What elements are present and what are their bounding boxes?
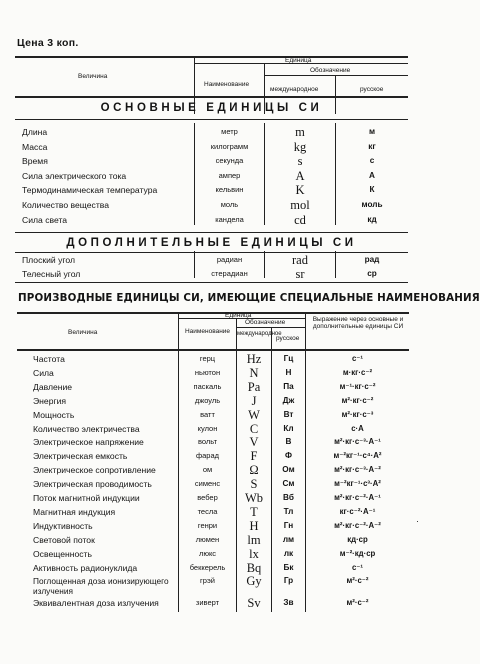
derived-row-ru-symbol: Тл (283, 506, 294, 516)
basic-row-ru-symbol: кд (367, 214, 377, 224)
supp-row-ru-symbol: рад (364, 255, 380, 264)
derived-row-intl-symbol: C (249, 421, 259, 436)
derived-row-expression: м·кг·с⁻² (342, 367, 373, 377)
derived-row-quantity: Электрическое напряжение (33, 437, 144, 448)
supp-row-intl-symbol: rad (292, 253, 308, 267)
derived-row-quantity: Индуктивность (33, 520, 93, 531)
derived-row-intl-symbol: N (249, 365, 259, 380)
basic-row-unit-name: секунда (215, 156, 244, 166)
basic-row-intl-symbol: kg (293, 139, 307, 154)
derived-row-ru-symbol: Зв (283, 598, 294, 608)
basic-row-unit-name: кандела (215, 214, 244, 224)
derived-row-quantity: Электрическая проводимость (33, 479, 152, 490)
derived-row-expression: м²·кг·с⁻²·А⁻² (334, 520, 381, 530)
derived-row-ru-symbol: Вт (283, 409, 294, 419)
derived-row-ru-symbol: Ом (282, 465, 295, 475)
basic-row-unit-name: моль (220, 200, 239, 209)
derived-row-intl-symbol: W (248, 407, 260, 422)
derived-row-intl-symbol: S (250, 477, 258, 492)
derived-row-intl-symbol: Wb (244, 491, 264, 505)
derived-row-expression: м⁻²·кд·ср (339, 548, 376, 558)
derived-row-quantity: Световой поток (33, 534, 95, 545)
column-header-designation-derived: Обозначение (245, 319, 286, 326)
derived-row-unit-name: ньютон (194, 367, 221, 377)
derived-row-unit-name: ватт (200, 409, 215, 419)
supp-row-ru-symbol: ср (367, 268, 377, 278)
column-header-name: Наименование (204, 81, 250, 88)
derived-row-quantity: Давление (33, 381, 73, 392)
derived-row-expression: м⁻²кг⁻¹·с⁴·А² (333, 451, 382, 461)
basic-row-intl-symbol: K (295, 183, 305, 198)
derived-row-unit-name: кулон (197, 423, 218, 433)
column-header-russian: русское (360, 86, 384, 93)
derived-row-expression: кг·с⁻²·А⁻¹ (339, 506, 376, 516)
margin-mark: · (416, 516, 419, 526)
derived-row-unit-name: тесла (197, 506, 218, 516)
basic-row-quantity: Количество вещества (22, 200, 110, 210)
derived-row-expression: м²·кг·с⁻²·А⁻¹ (334, 493, 381, 502)
derived-row-ru-symbol: Па (283, 381, 294, 391)
derived-row-unit-name: генри (197, 520, 218, 530)
column-header-unit: Единица (285, 57, 312, 64)
basic-row-unit-name: кельвин (215, 185, 244, 195)
derived-row-intl-symbol: Bq (246, 560, 262, 575)
supp-row-unit-name: стерадиан (211, 268, 248, 278)
derived-row-unit-name: грэй (200, 576, 215, 586)
derived-row-quantity: Частота (33, 354, 65, 364)
basic-row-quantity: Масса (22, 141, 48, 152)
derived-row-ru-symbol: В (285, 437, 292, 447)
derived-row-unit-name: зиверт (195, 598, 220, 608)
derived-row-intl-symbol: V (249, 435, 259, 450)
derived-row-quantity: Количество электричества (33, 423, 140, 434)
derived-row-ru-symbol: Гц (283, 354, 294, 363)
column-header-russian-derived: русское (276, 335, 300, 342)
basic-row-ru-symbol: кг (368, 141, 376, 151)
basic-row-ru-symbol: моль (361, 200, 383, 209)
derived-row-intl-symbol: Sv (247, 596, 261, 611)
basic-row-quantity: Время (22, 156, 48, 167)
basic-row-ru-symbol: К (369, 185, 375, 195)
derived-row-expression: кд·ср (347, 534, 368, 544)
supp-row-unit-name: радиан (216, 255, 243, 264)
derived-row-expression: м²·кг·с⁻³ (341, 409, 374, 419)
supp-row-quantity: Плоский угол (22, 255, 75, 265)
derived-row-intl-symbol: Hz (246, 352, 262, 366)
derived-row-unit-name: люмен (195, 534, 220, 544)
derived-row-ru-symbol: Ф (285, 451, 292, 461)
column-header-designation: Обозначение (310, 67, 351, 74)
supp-row-quantity: Телесный угол (22, 268, 81, 279)
basic-row-unit-name: метр (221, 127, 238, 136)
derived-row-intl-symbol: H (249, 518, 259, 533)
derived-row-ru-symbol: лк (283, 548, 294, 558)
derived-row-expression: с·А (351, 423, 364, 433)
column-header-expression: Выражение через основные и дополнительные единицы СИ (312, 316, 404, 331)
basic-row-ru-symbol: м (368, 127, 376, 136)
column-header-quantity: Величина (78, 73, 108, 80)
basic-row-intl-symbol: cd (294, 212, 306, 227)
derived-row-intl-symbol: F (250, 449, 258, 464)
derived-row-expression: м²·с⁻² (346, 576, 369, 586)
derived-row-quantity: Мощность (33, 409, 75, 420)
derived-row-unit-name: сименс (194, 479, 221, 489)
basic-row-unit-name: ампер (218, 170, 241, 180)
derived-row-intl-symbol: J (251, 393, 257, 408)
derived-row-unit-name: беккерель (189, 562, 226, 572)
derived-row-intl-symbol: lm (247, 532, 261, 547)
derived-row-quantity: Электрическая емкость (33, 451, 128, 462)
derived-row-intl-symbol: Pa (247, 379, 261, 394)
derived-row-expression: с⁻¹ (351, 354, 364, 363)
column-header-international-derived: международное (237, 331, 282, 337)
derived-row-expression: м²·кг·с⁻³·А⁻¹ (334, 437, 381, 447)
derived-row-quantity: Освещенность (33, 548, 92, 559)
derived-row-ru-symbol: лм (282, 534, 295, 544)
column-header-quantity-derived: Величина (68, 329, 98, 336)
derived-row-quantity: Энергия (33, 395, 67, 406)
basic-row-quantity: Длина (22, 127, 48, 137)
derived-row-intl-symbol: Gy (246, 574, 262, 589)
basic-row-intl-symbol: s (297, 154, 303, 169)
column-header-name-derived: Наименование (184, 328, 231, 335)
derived-row-intl-symbol: lx (249, 546, 259, 561)
derived-row-ru-symbol: Дж (282, 395, 295, 405)
derived-row-ru-symbol: Вб (283, 493, 294, 502)
basic-row-ru-symbol: А (369, 170, 375, 180)
derived-row-unit-name: фарад (195, 451, 220, 461)
basic-row-unit-name: килограмм (210, 141, 249, 151)
derived-row-quantity: Электрическое сопротивление (33, 465, 156, 476)
basic-row-intl-symbol: m (295, 125, 305, 139)
basic-row-quantity: Сила света (22, 214, 68, 225)
derived-row-expression: м⁻²кг⁻¹·с³·А² (334, 479, 381, 489)
derived-row-ru-symbol: Кл (283, 423, 294, 433)
derived-row-unit-name: ом (202, 465, 213, 475)
derived-row-unit-name: вольт (197, 437, 218, 447)
derived-row-quantity: Поток магнитной индукции (33, 493, 140, 503)
derived-row-expression: с⁻¹ (351, 562, 364, 572)
derived-row-quantity: Активность радионуклида (33, 562, 138, 573)
basic-row-quantity: Термодинамическая температура (22, 185, 158, 196)
derived-row-intl-symbol: T (250, 504, 258, 519)
section-title-derived-units: ПРОИЗВОДНЫЕ ЕДИНИЦЫ СИ, ИМЕЮЩИЕ СПЕЦИАЛЬНЫЕ НАИМЕНОВАНИЯ (18, 292, 480, 304)
derived-row-ru-symbol: Гн (283, 520, 294, 530)
supp-row-intl-symbol: sr (295, 266, 305, 281)
derived-row-ru-symbol: Н (285, 367, 292, 377)
section-title-basic-units: ОСНОВНЫЕ ЕДИНИЦЫ СИ (100, 102, 323, 114)
section-title-supplementary-units: ДОПОЛНИТЕЛЬНЫЕ ЕДИНИЦЫ СИ (66, 237, 357, 249)
basic-row-intl-symbol: mol (290, 198, 310, 212)
derived-row-unit-name: джоуль (194, 395, 221, 405)
derived-row-expression: м⁻¹·кг·с⁻² (339, 381, 376, 391)
derived-row-expression: м²·с⁻² (346, 598, 369, 608)
derived-row-unit-name: паскаль (193, 381, 222, 391)
derived-row-intl-symbol: Ω (249, 463, 259, 478)
column-header-international: международное (270, 86, 319, 93)
derived-row-quantity: Поглощенная доза ионизирующего излучения (33, 576, 169, 596)
column-header-unit-derived: Единица (225, 312, 252, 319)
derived-row-expression: м²·кг·с⁻² (341, 395, 374, 405)
derived-row-ru-symbol: Бк (283, 562, 294, 572)
derived-row-ru-symbol: Гр (283, 576, 294, 586)
price-label: Цена 3 коп. (17, 37, 79, 49)
derived-row-unit-name: вебер (197, 493, 218, 502)
derived-row-unit-name: люкс (198, 548, 217, 558)
basic-row-quantity: Сила электрического тока (22, 170, 127, 181)
derived-row-unit-name: герц (199, 354, 216, 363)
derived-row-quantity: Сила (33, 367, 54, 378)
derived-row-ru-symbol: См (282, 479, 295, 489)
derived-row-expression: м²·кг·с⁻³·А⁻² (334, 465, 381, 475)
derived-row-quantity: Магнитная индукция (33, 506, 116, 517)
basic-row-intl-symbol: A (295, 168, 305, 183)
derived-row-quantity: Эквивалентная доза излучения (33, 598, 159, 609)
basic-row-ru-symbol: с (369, 156, 375, 166)
